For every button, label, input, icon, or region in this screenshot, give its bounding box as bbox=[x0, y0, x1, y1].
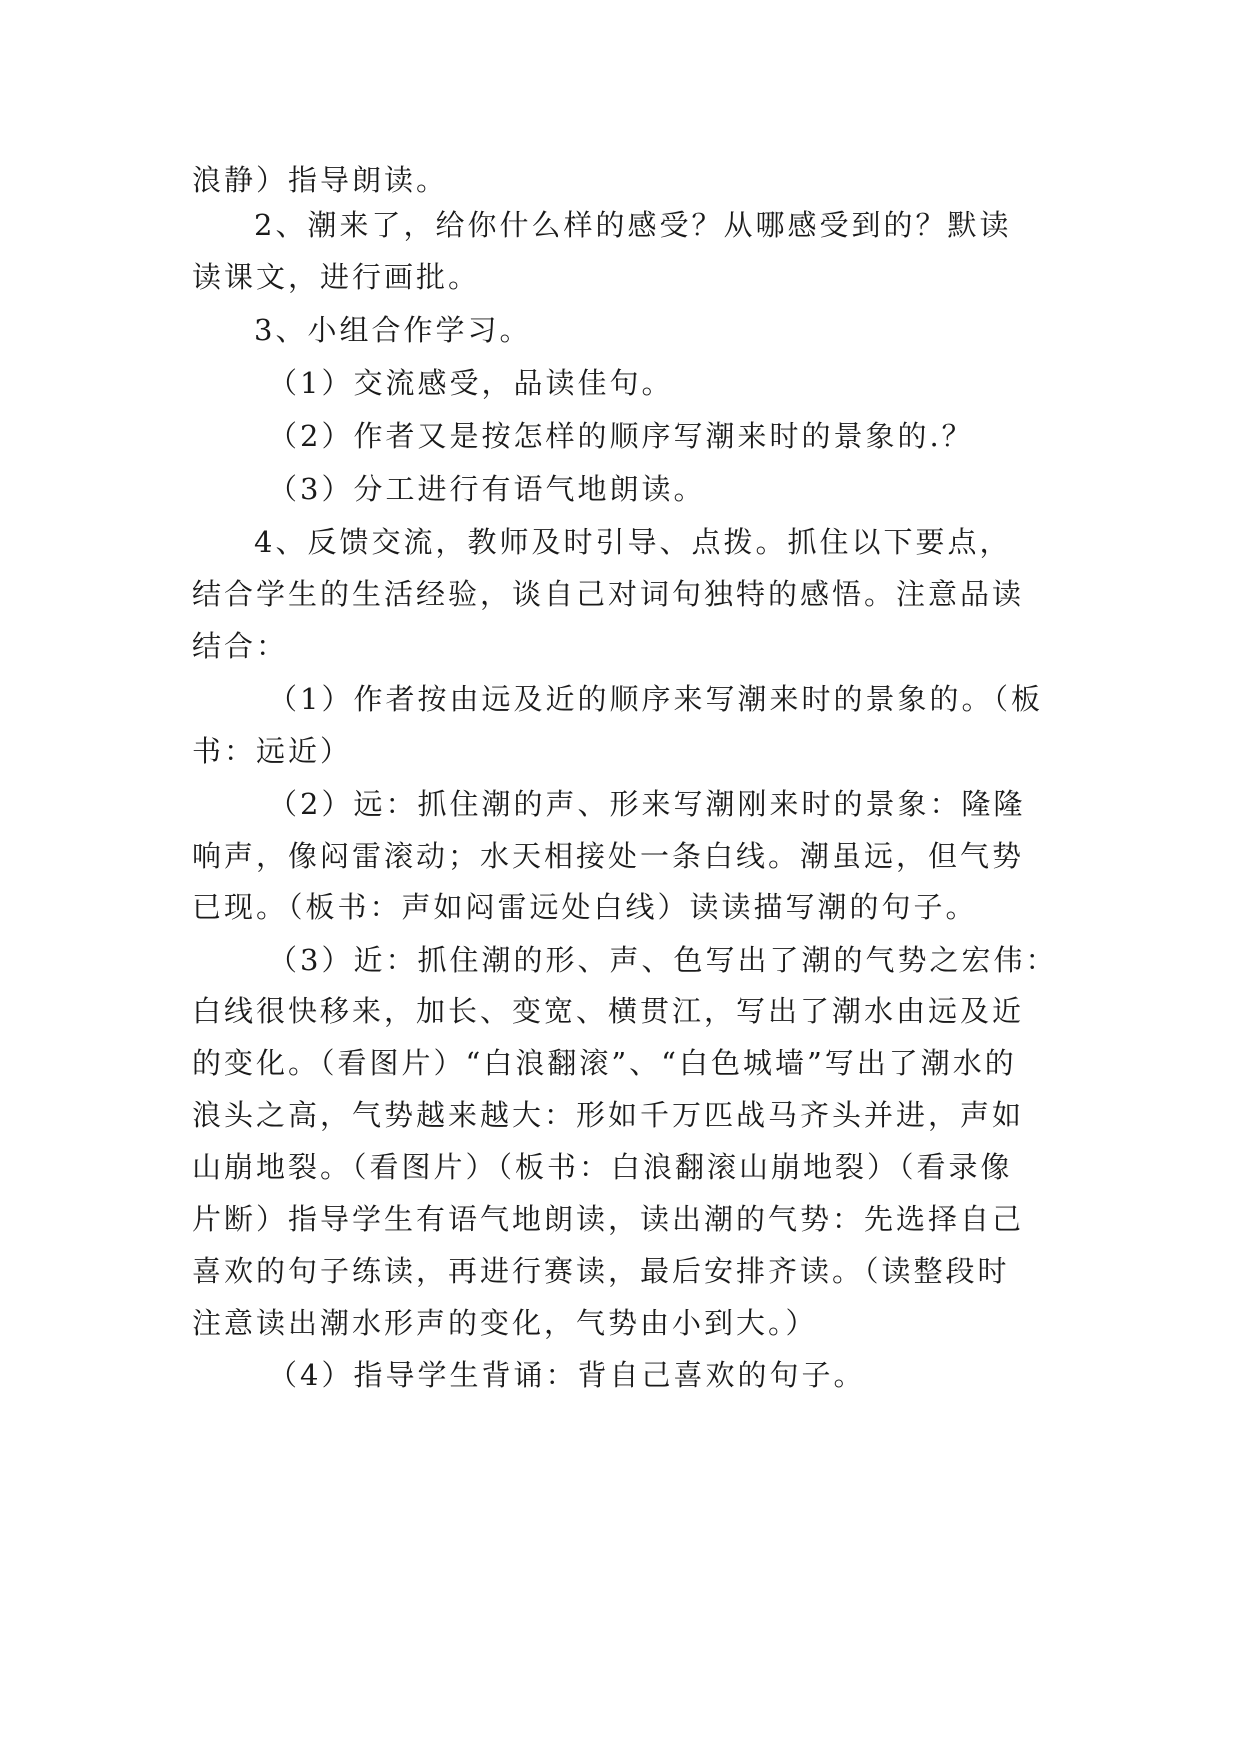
text-line: 书：远近） bbox=[192, 734, 353, 768]
text-line: 白线很快移来，加长、变宽、横贯江，写出了潮水由远及近 bbox=[192, 994, 1025, 1028]
text-line: 结合： bbox=[192, 629, 289, 663]
text-line: （1）作者按由远及近的顺序来写潮来时的景象的。（板 bbox=[268, 682, 1043, 716]
text-line: （3）分工进行有语气地朗读。 bbox=[268, 472, 706, 506]
text-line: 4、反馈交流，教师及时引导、点拨。抓住以下要点， bbox=[254, 525, 1012, 559]
text-line: 响声，像闷雷滚动；水天相接处一条白线。潮虽远，但气势 bbox=[192, 839, 1025, 873]
text-line: 喜欢的句子练读，再进行赛读，最后安排齐读。（读整段时 bbox=[192, 1254, 1010, 1288]
text-line: （2）作者又是按怎样的顺序写潮来时的景象的.？ bbox=[268, 419, 974, 453]
text-line: （3）近：抓住潮的形、声、色写出了潮的气势之宏伟： bbox=[268, 943, 1058, 977]
text-line: 浪头之高，气势越来越大：形如千万匹战马齐头并进，声如 bbox=[192, 1098, 1025, 1132]
text-line: 已现。（板书：声如闷雷远处白线）读读描写潮的句子。 bbox=[192, 890, 978, 924]
text-line: 山崩地裂。（看图片）（板书：白浪翻滚山崩地裂）（看录像 bbox=[192, 1150, 1013, 1184]
text-line: 读课文，进行画批。 bbox=[192, 260, 481, 294]
text-line: 2、潮来了，给你什么样的感受？从哪感受到的？默读 bbox=[254, 208, 1012, 242]
text-line: 片断）指导学生有语气地朗读，读出潮的气势：先选择自己 bbox=[192, 1202, 1025, 1236]
text-line: （1）交流感受，品读佳句。 bbox=[268, 366, 674, 400]
text-line: 浪静）指导朗读。 bbox=[192, 163, 449, 197]
text-line: 的变化。（看图片）“白浪翻滚”、“白色城墙”写出了潮水的 bbox=[192, 1046, 1017, 1080]
text-line: 结合学生的生活经验，谈自己对词句独特的感悟。注意品读 bbox=[192, 577, 1025, 611]
text-line: （2）远：抓住潮的声、形来写潮刚来时的景象：隆隆 bbox=[268, 787, 1026, 821]
text-line: 3、小组合作学习。 bbox=[254, 313, 532, 347]
text-line: 注意读出潮水形声的变化，气势由小到大。） bbox=[192, 1306, 818, 1340]
text-line: （4）指导学生背诵：背自己喜欢的句子。 bbox=[268, 1358, 866, 1392]
